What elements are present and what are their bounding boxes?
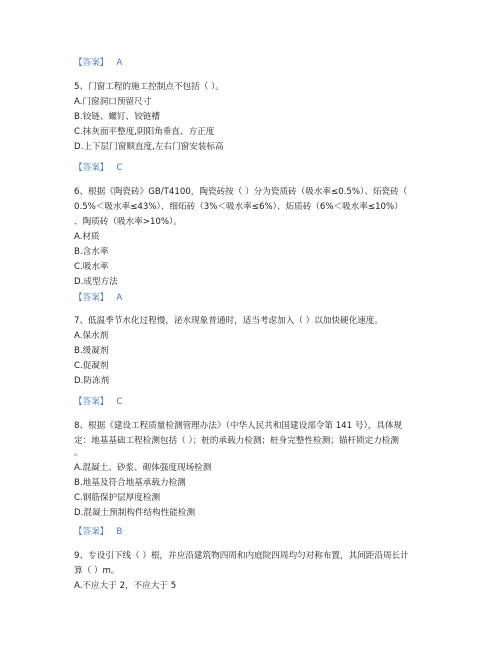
question-6-option-b: B.含水率 <box>74 247 109 257</box>
question-8-option-d: D.混凝土预制构件结构性能检测 <box>74 508 196 518</box>
question-6-option-a: A.材质 <box>74 232 100 242</box>
question-9-option-a: A.不应大于 2，不应大于 5 <box>74 581 177 591</box>
answer-line <box>74 526 122 538</box>
answer-value: C <box>116 397 123 407</box>
answer-tag: 【答案】 <box>74 58 109 68</box>
answer-value: A <box>116 58 123 68</box>
question-8-option-b: B.地基及符合地基承载力检测 <box>74 478 186 488</box>
answer-line <box>74 396 122 408</box>
question-8-stem-line-1: 8、根据《建设工程质量检测管理办法》（中华人民共和国建设部令第 141 号），具体规 <box>74 421 403 431</box>
answer-tag: 【答案】 <box>74 527 109 537</box>
question-6-option-d: D.成型方法 <box>74 277 118 287</box>
question-6-stem-line-1: 6、根据《陶瓷砖》GB/T4100，陶瓷砖按（ ）分为瓷质砖（吸水率≤0.5%）、炻瓷砖（ <box>74 187 408 197</box>
question-5-option-b: B.铰链、螺钉、铰链槽 <box>74 112 160 122</box>
question-8-option-a: A.混凝土、砂浆、砌体强度现场检测 <box>74 463 212 473</box>
question-5-option-a: A.门窗洞口预留尺寸 <box>74 97 152 107</box>
answer-tag: 【答案】 <box>74 163 109 173</box>
answer-value: C <box>116 163 123 173</box>
answer-tag: 【答案】 <box>74 293 109 303</box>
question-6-stem-line-2: 0.5%＜吸水率≤43%）、细炻砖（3%＜吸水率≤6%）、炻质砖（6%＜吸水率≤10%） <box>74 202 403 212</box>
question-6-stem-line-3: 、陶质砖（吸水率>10%）。 <box>74 217 182 227</box>
answer-value: A <box>116 293 123 303</box>
question-5-stem: 5、门窗工程的施工控制点不包括（ ）。 <box>74 82 224 92</box>
question-7-option-b: B.缓凝剂 <box>74 346 109 356</box>
question-5-option-c: C.抹灰面平整度,阴阳角垂直、方正度 <box>74 127 215 137</box>
question-9-stem-line-2: 算（ ）m。 <box>74 566 120 576</box>
question-7-stem: 7、低温季节水化过程慢，泌水现象普通时，适当考虑加入（ ）以加快硬化速度。 <box>74 316 383 326</box>
question-7-option-d: D.防冻剂 <box>74 376 110 386</box>
question-7-option-c: C.促凝剂 <box>74 361 109 371</box>
question-5-option-d: D.上下层门窗顺直度,左右门窗安装标高 <box>74 142 224 152</box>
question-8-stem-line-2: 定：地基基础工程检测包括（ ）；桩的承载力检测；桩身完整性检测；锚杆锁定力检测 <box>74 436 399 446</box>
answer-line <box>74 57 122 69</box>
question-7-option-a: A.保水剂 <box>74 331 109 341</box>
answer-value: B <box>116 527 123 537</box>
question-8-stem-line-3: 。 <box>74 448 83 458</box>
answer-tag: 【答案】 <box>74 397 109 407</box>
answer-line <box>74 292 122 304</box>
answer-line <box>74 162 122 174</box>
question-9-stem-line-1: 9、专设引下线（ ）根，并应沿建筑物四周和内庭院四周均匀对称布置，其间距沿周长计 <box>74 551 409 561</box>
question-6-option-c: C.吸水率 <box>74 262 109 272</box>
question-8-option-c: C.钢筋保护层厚度检测 <box>74 493 161 503</box>
